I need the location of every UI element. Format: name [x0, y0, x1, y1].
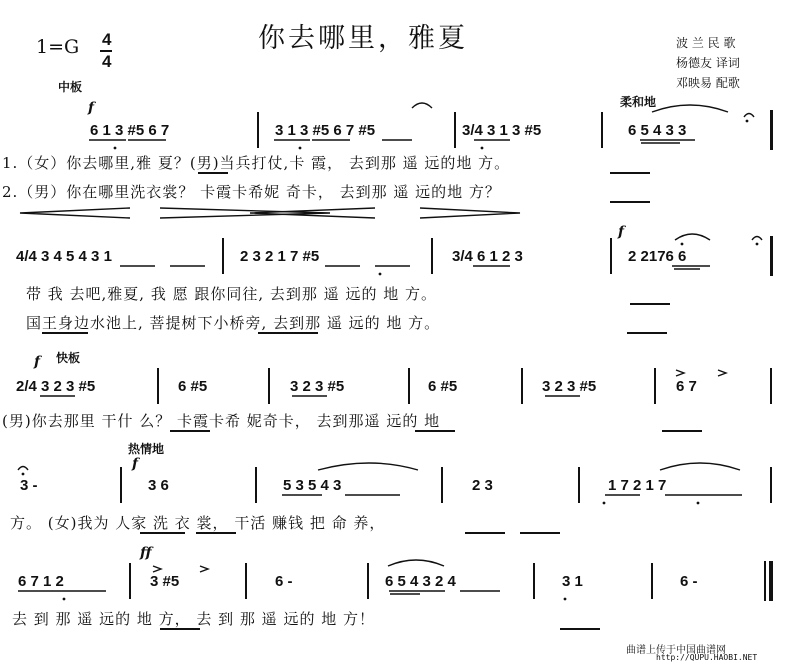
- lyric-underline: [630, 303, 670, 305]
- barline: [431, 238, 433, 274]
- dynamic-marking: ff: [140, 545, 152, 561]
- lyric-line: (男)你去那里 干什 么？ 卡霞卡希 妮奇卡， 去到那遥 远的 地: [2, 412, 441, 430]
- song-title: 你去哪里，雅夏: [258, 23, 468, 54]
- barline: [770, 368, 772, 404]
- barline: [367, 563, 369, 599]
- barline: [268, 368, 270, 404]
- crescendo-hairpin: [420, 208, 520, 218]
- credit-translator: 杨德友 译词: [676, 56, 740, 70]
- lyric-line: 方。 (女)我为 人家 洗 衣 裳， 干活 赚钱 把 命 养，: [10, 514, 386, 532]
- notation-measure: 2/4 3 2 3 #5: [16, 378, 96, 395]
- notation-measure: 6 #5: [178, 378, 208, 395]
- barline: [408, 368, 410, 404]
- lyric-underline: [560, 628, 600, 630]
- dynamic-marking: f: [88, 100, 95, 116]
- barline: [120, 467, 122, 503]
- lyric-underline: [42, 332, 88, 334]
- notation-measure: 3 6: [148, 477, 169, 494]
- lyric-underline: [627, 332, 667, 334]
- lyric-line: 带 我 去吧,雅夏, 我 愿 跟你同往, 去到那 遥 远的 地 方。: [26, 285, 437, 303]
- notation-measure: 3 1: [562, 573, 583, 590]
- barline: [257, 112, 259, 148]
- slur: [318, 463, 418, 470]
- lyric-underline: [415, 430, 455, 432]
- notation-measure: 6 7 1 2: [18, 573, 64, 590]
- barline: [770, 110, 773, 150]
- dynamic-marking: f: [34, 354, 41, 370]
- lyric-underline: [465, 532, 505, 534]
- tempo-marking: 中板: [58, 80, 83, 94]
- accent: [676, 370, 684, 376]
- notation-measure: 2 2176 6: [628, 248, 687, 265]
- lyric-underline: [610, 201, 650, 203]
- lyric-underline: [140, 532, 185, 534]
- barline: [245, 563, 247, 599]
- tempo-marking: 快板: [56, 351, 81, 365]
- barline: [255, 467, 257, 503]
- slur: [652, 105, 728, 112]
- barline: [654, 368, 656, 404]
- dynamic-marking: f: [132, 456, 139, 472]
- barline: [157, 368, 159, 404]
- barline: [578, 467, 580, 503]
- fermata: [752, 237, 762, 241]
- notation-measure: 3 1 3 #5 6 7 #5: [275, 122, 376, 139]
- dynamic-marking: f: [618, 224, 625, 240]
- lyric-line: 2.（男）你在哪里洗衣裳？ 卡霞卡希妮 奇卡， 去到那 遥 远的地 方？: [2, 183, 501, 201]
- footer-url: http://QUPU.HAOBI.NET: [656, 653, 758, 662]
- final-barline-thin: [764, 561, 766, 601]
- notation-measure: 6 -: [680, 573, 698, 590]
- lyric-underline: [196, 532, 236, 534]
- lyric-underline: [170, 430, 210, 432]
- barline: [651, 563, 653, 599]
- barline: [454, 112, 456, 148]
- beam: [18, 591, 500, 594]
- barline: [610, 238, 612, 274]
- key-signature: 1=G: [36, 36, 80, 58]
- accent: [200, 566, 208, 572]
- barline: [222, 238, 224, 274]
- fermata: [744, 114, 754, 118]
- slur: [675, 234, 710, 240]
- lyric-line: 1.（女）你去哪里,雅 夏？(男)当兵打仗,卡 霞， 去到那 遥 远的地 方。: [2, 154, 511, 172]
- fermata: [18, 467, 28, 471]
- slur: [412, 103, 432, 108]
- accent: [718, 370, 726, 376]
- notation-measure: 4/4 3 4 5 4 3 1: [16, 248, 112, 265]
- footer-source: 曲谱上传于中国曲谱网: [626, 645, 726, 656]
- notation-measure: 1 7 2 1 7: [608, 477, 667, 494]
- expression-marking: 热情地: [128, 442, 165, 456]
- notation-measure: 3 2 3 #5: [542, 378, 597, 395]
- notation-measure: 3 #5: [150, 573, 180, 590]
- notation-measure: 3 2 3 #5: [290, 378, 345, 395]
- lyric-underline: [198, 172, 228, 174]
- lyric-underline: [610, 172, 650, 174]
- lyric-underline: [160, 628, 200, 630]
- decrescendo-hairpin: [250, 208, 375, 218]
- lyric-underline: [662, 430, 702, 432]
- credit-origin: 波 兰 民 歌: [676, 36, 736, 50]
- decrescendo-hairpin: [20, 208, 130, 218]
- time-signature-top: 4: [102, 30, 112, 49]
- expression-marking: 柔和地: [620, 95, 657, 109]
- accent: [153, 566, 161, 572]
- beam: [474, 140, 695, 143]
- notation-measure: 6 -: [275, 573, 293, 590]
- notation-measure: 3 -: [20, 477, 38, 494]
- lyric-line: 国王身边水池上, 菩提树下小桥旁, 去到那 遥 远的 地 方。: [26, 314, 441, 332]
- barline: [770, 467, 772, 503]
- notation-measure: 6 #5: [428, 378, 458, 395]
- final-barline-thick: [769, 561, 773, 601]
- notation-measure: 3/4 3 1 3 #5: [462, 122, 542, 139]
- crescendo-hairpin: [160, 208, 330, 218]
- notation-measure: 2 3: [472, 477, 493, 494]
- barline: [770, 236, 773, 276]
- notation-measure: 5 3 5 4 3: [283, 477, 342, 494]
- barline: [601, 112, 603, 148]
- lyric-line: 去 到 那 遥 远的 地 方， 去 到 那 遥 远的 地 方！: [12, 610, 375, 628]
- barline: [521, 368, 523, 404]
- notation-measure: 2 3 2 1 7 #5: [240, 248, 320, 265]
- time-signature-bottom: 4: [102, 52, 112, 71]
- barline: [533, 563, 535, 599]
- slur: [388, 560, 444, 566]
- lyric-underline: [258, 332, 318, 334]
- barline: [441, 467, 443, 503]
- notation-measure: 6 1 3 #5 6 7: [90, 122, 170, 139]
- lyric-underline: [520, 532, 560, 534]
- beam: [473, 266, 710, 269]
- notation-measure: 6 5 4 3 3: [628, 122, 687, 139]
- barline: [129, 563, 131, 599]
- notation-measure: 6 7: [676, 378, 697, 395]
- credit-arranger: 邓映易 配歌: [676, 76, 740, 90]
- notation-measure: 3/4 6 1 2 3: [452, 248, 523, 265]
- slur: [660, 463, 740, 470]
- notation-measure: 6 5 4 3 2 4: [385, 573, 456, 590]
